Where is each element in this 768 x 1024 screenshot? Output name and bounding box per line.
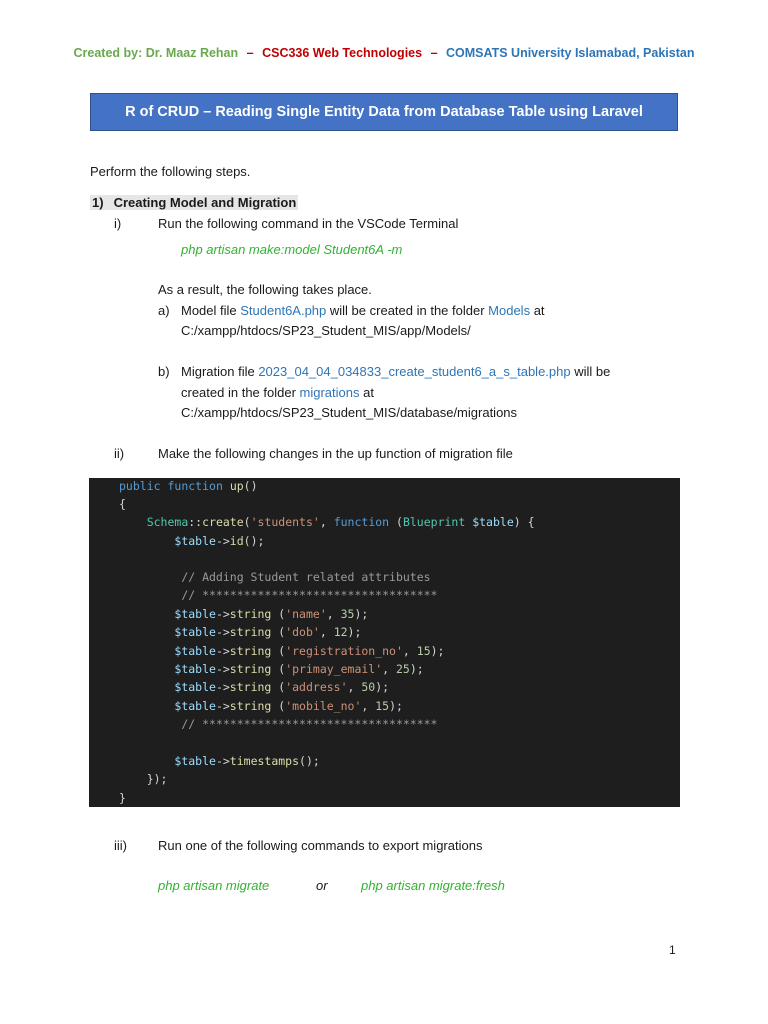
migrate-command: php artisan migrate <box>158 878 270 893</box>
section-heading <box>90 194 298 212</box>
item-b-line2 <box>181 384 374 402</box>
item-b-line2-pre: created in the folder <box>181 385 300 400</box>
item-a-text <box>181 302 545 320</box>
code-line: Schema::create('students', function (Blueprint $table) { <box>146 515 535 529</box>
title-text: R of CRUD – Reading Single Entity Data from Database Table using Laravel <box>125 104 643 120</box>
code-line: $table->string ('mobile_no', 15); <box>174 699 403 713</box>
section-number: 1) <box>92 195 104 210</box>
models-folder-name: Models <box>488 303 531 318</box>
step-iii-text: Run one of the following commands to export migrations <box>158 838 483 853</box>
result-intro: As a result, the following takes place. <box>158 282 372 297</box>
code-line: $table->string ('primay_email', 25); <box>174 662 424 676</box>
header-separator: – <box>246 46 254 60</box>
item-a-label: a) <box>158 303 170 318</box>
code-line: $table->string ('dob', 12); <box>174 625 362 639</box>
model-file-name: Student6A.php <box>240 303 327 318</box>
step-i-label: i) <box>114 216 122 231</box>
item-a-post: at <box>530 303 545 318</box>
code-line: }); <box>146 772 168 786</box>
code-line: $table->id(); <box>174 534 265 548</box>
code-block <box>89 478 680 807</box>
item-b-post: will be <box>570 364 611 379</box>
item-b-pre: Migration file <box>181 364 259 379</box>
item-b-label: b) <box>158 364 170 379</box>
document-header <box>0 46 768 60</box>
intro-text: Perform the following steps. <box>90 164 251 179</box>
document-title <box>90 93 678 131</box>
code-line: public function up() <box>119 479 258 493</box>
header-separator: – <box>430 46 438 60</box>
code-line: $table->string ('registration_no', 15); <box>174 644 445 658</box>
step-i-text: Run the following command in the VSCode Terminal <box>158 216 459 231</box>
migrate-fresh-command: php artisan migrate:fresh <box>361 878 505 893</box>
section-title: Creating Model and Migration <box>106 195 299 210</box>
course-name: CSC336 Web Technologies <box>262 46 423 60</box>
code-line: $table->string ('name', 35); <box>174 607 369 621</box>
migration-path: C:/xampp/htdocs/SP23_Student_MIS/database/migrations <box>181 405 518 420</box>
item-a-mid: will be created in the folder <box>326 303 489 318</box>
step-ii-text: Make the following changes in the up function of migration file <box>158 446 513 461</box>
code-comment: // ********************************** <box>181 717 438 731</box>
migrations-folder-name: migrations <box>299 385 360 400</box>
make-model-command: php artisan make:model Student6A -m <box>181 242 403 257</box>
item-b-text <box>181 363 610 381</box>
item-b-line2-post: at <box>359 385 374 400</box>
migration-file-name: 2023_04_04_034833_create_student6_a_s_table.php <box>258 364 571 379</box>
item-a-pre: Model file <box>181 303 241 318</box>
code-line: } <box>119 791 126 805</box>
code-line: $table->string ('address', 50); <box>174 680 390 694</box>
page-number: 1 <box>669 943 676 957</box>
step-ii-label: ii) <box>114 446 125 461</box>
university-name: COMSATS University Islamabad, Pakistan <box>446 46 695 60</box>
or-text: or <box>316 878 328 893</box>
model-path: C:/xampp/htdocs/SP23_Student_MIS/app/Models/ <box>181 323 471 338</box>
code-comment: // Adding Student related attributes <box>181 570 431 584</box>
author-credit: Created by: Dr. Maaz Rehan <box>73 46 239 60</box>
code-comment: // ********************************** <box>181 588 438 602</box>
step-iii-label: iii) <box>114 838 127 853</box>
code-line: $table->timestamps(); <box>174 754 320 768</box>
code-line: { <box>119 497 126 511</box>
